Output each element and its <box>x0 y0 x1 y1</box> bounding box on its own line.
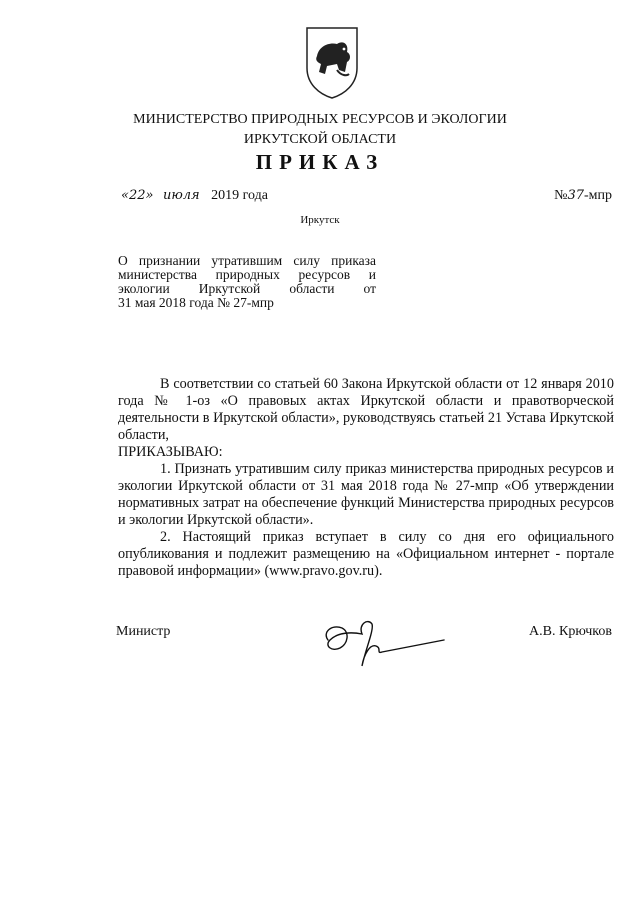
document-number <box>554 188 612 204</box>
date-day: «22» <box>121 188 154 203</box>
subject-line: министерства природных ресурсов и <box>118 267 376 282</box>
ministry-name-line2: ИРКУТСКОЙ ОБЛАСТИ <box>243 132 397 147</box>
document-subject <box>118 254 376 310</box>
date-month: июля <box>162 188 200 203</box>
coat-of-arms-icon <box>289 24 375 100</box>
order-word: ПРИКАЗЫВАЮ: <box>118 444 223 460</box>
order-item-1: 1. Признать утратившим силу приказ министерства природных ресурсов и экологии Иркутской области от 31 мая 2018 года № 27-мпр «Об утверждении нормативных затрат на обеспечение функций Министерства природных ресурсов и экологии Иркутской области». <box>118 461 614 528</box>
subject-line: О признании утратившим силу приказа <box>118 253 376 268</box>
document-body <box>118 376 614 580</box>
subject-line: экологии Иркутской области от <box>118 281 376 296</box>
order-item-2: 2. Настоящий приказ вступает в силу со дня его официального опубликования и подлежит размещению на «Официальном интернет - портале правовой информации» (www.pravo.gov.ru). <box>118 529 614 579</box>
date-year: 2019 года <box>211 188 268 203</box>
number-prefix: № <box>554 188 568 203</box>
signatory-position: Министр <box>116 624 171 639</box>
subject-line: 31 мая 2018 года № 27-мпр <box>118 295 274 310</box>
signatory-name: А.В. Крючков <box>529 624 612 639</box>
handwritten-signature-icon <box>318 614 448 674</box>
preamble-paragraph: В соответствии со статьей 60 Закона Иркутской области от 12 января 2010 года № 1-оз «О правовых актах Иркутской области и правотворческой деятельности в Иркутской области», руководствуясь статьей 21 Устава Иркутской области, <box>118 376 614 443</box>
document-city: Иркутск <box>300 214 340 226</box>
document-date <box>121 188 268 204</box>
document-title: ПРИКАЗ <box>255 150 385 174</box>
number-suffix: -мпр <box>583 188 612 203</box>
number-value: 37 <box>567 188 584 203</box>
ministry-name-line1: МИНИСТЕРСТВО ПРИРОДНЫХ РЕСУРСОВ И ЭКОЛОГИИ <box>133 112 507 127</box>
